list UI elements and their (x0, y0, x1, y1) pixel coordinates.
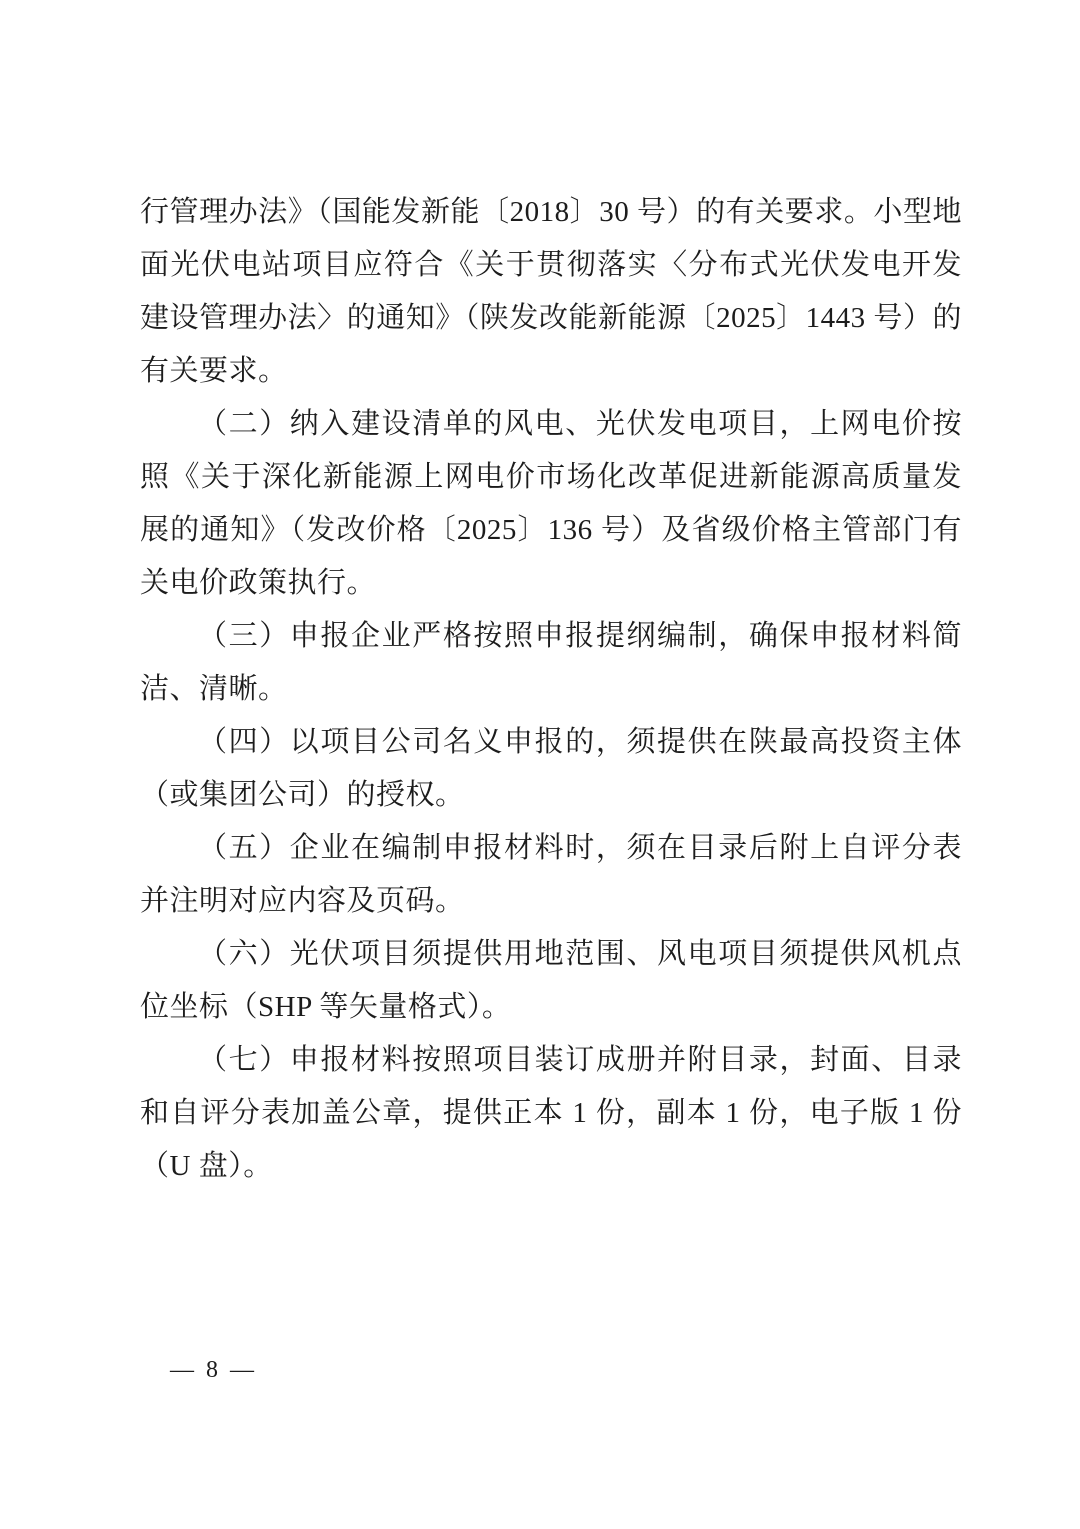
page-footer (170, 1358, 254, 1382)
page-number: — 8 — (170, 1357, 254, 1383)
paragraph-item-2: （二）纳入建设清单的风电、光伏发电项目，上网电价按照《关于深化新能源上网电价市场化改革促进新能源高质量发展的通知》（发改价格〔2025〕136 号）及省级价格主管部门有关电价政策执行。 (140, 408, 962, 599)
document-body (140, 186, 962, 1193)
paragraph-item-3: （三）申报企业严格按照申报提纲编制，确保申报材料简洁、清晰。 (140, 620, 962, 705)
paragraph-item-5: （五）企业在编制申报材料时，须在目录后附上自评分表并注明对应内容及页码。 (140, 832, 962, 917)
paragraph-continuation: 行管理办法》（国能发新能〔2018〕30 号）的有关要求。小型地面光伏电站项目应符合《关于贯彻落实〈分布式光伏发电开发建设管理办法〉的通知》（陕发改能新能源〔2025〕1443 号）的有关要求。 (140, 196, 962, 387)
paragraph-item-4: （四）以项目公司名义申报的，须提供在陕最高投资主体（或集团公司）的授权。 (140, 726, 962, 811)
paragraph-item-6: （六）光伏项目须提供用地范围、风电项目须提供风机点位坐标（SHP 等矢量格式）。 (140, 938, 962, 1023)
paragraph-item-7: （七）申报材料按照项目装订成册并附目录，封面、目录和自评分表加盖公章，提供正本 1 份，副本 1 份，电子版 1 份（U 盘）。 (140, 1044, 962, 1182)
